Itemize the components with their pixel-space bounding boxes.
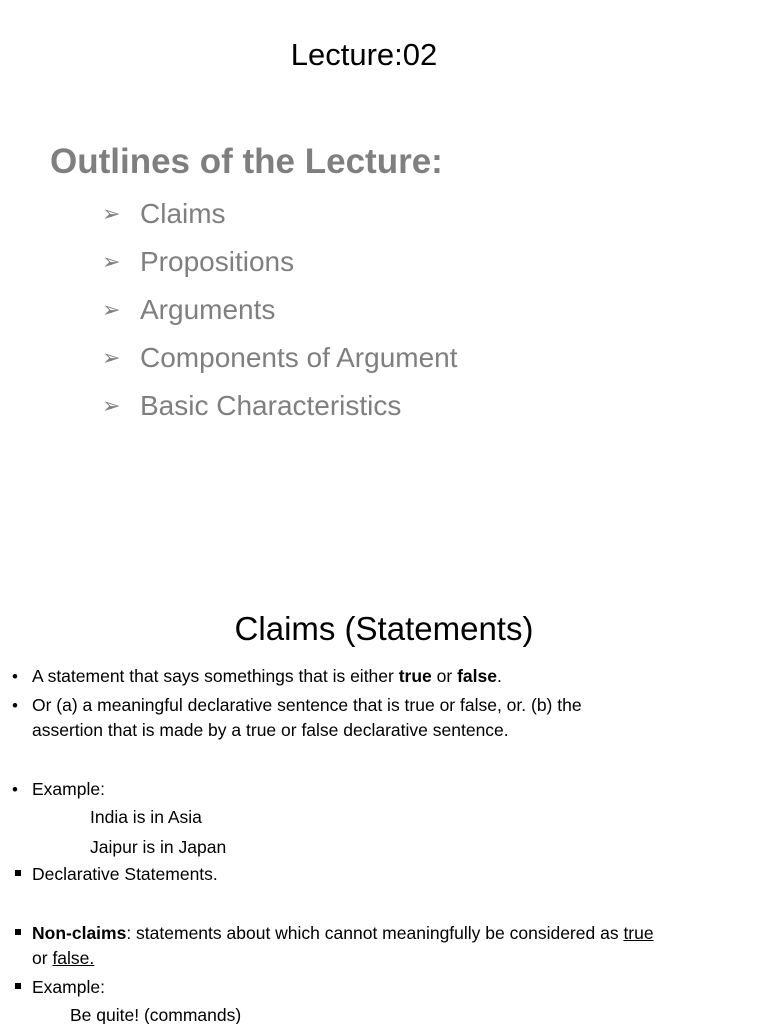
outline-slide	[0, 0, 768, 500]
non-claims-term: Non-claims	[32, 923, 127, 943]
bullet-dot-icon: •	[12, 780, 18, 799]
bullet-text: Example:	[32, 977, 105, 997]
bullet-dot-icon: •	[12, 667, 18, 686]
bullet-example-2	[12, 975, 732, 1000]
bullet-alternate-definition	[12, 693, 732, 743]
claims-body	[12, 664, 732, 1024]
outline-list	[102, 190, 458, 430]
true-underlined: true	[623, 923, 654, 943]
outline-item	[102, 238, 458, 286]
outline-item-label: Propositions	[140, 246, 295, 277]
claims-slide	[0, 590, 768, 1024]
square-bullet-icon	[12, 862, 32, 887]
bullet-text: Declarative Statements.	[32, 864, 218, 884]
lecture-title: Lecture:02	[290, 37, 438, 72]
arrow-bullet-icon: ➢	[102, 393, 121, 418]
false-underlined: false.	[52, 948, 95, 968]
outline-item-label: Claims	[140, 198, 226, 229]
example-line: Be quite! (commands)	[70, 1005, 242, 1024]
square-bullet-icon	[12, 975, 32, 1000]
outline-item-label: Components of Argument	[140, 342, 458, 373]
square-bullet-icon	[12, 921, 32, 946]
arrow-bullet-icon: ➢	[102, 345, 121, 370]
bullet-definition	[12, 664, 732, 689]
bullet-text: A statement that says somethings that is either true or false.	[32, 666, 502, 686]
bullet-text: Non-claims: statements about which cannot meaningfully be considered as true or false.	[32, 923, 654, 968]
arrow-bullet-icon: ➢	[102, 297, 121, 322]
claims-title: Claims (Statements)	[234, 610, 534, 647]
example-line: India is in Asia	[90, 807, 202, 827]
outline-heading: Outlines of the Lecture:	[50, 142, 443, 181]
arrow-bullet-icon: ➢	[102, 201, 121, 226]
false-keyword: false	[457, 666, 497, 686]
arrow-bullet-icon: ➢	[102, 249, 121, 274]
bullet-example	[12, 777, 732, 802]
outline-item-label: Basic Characteristics	[140, 390, 402, 421]
bullet-non-claims	[12, 921, 732, 971]
bullet-dot-icon: •	[12, 696, 18, 715]
outline-item	[102, 382, 458, 430]
bullet-declarative	[12, 862, 732, 887]
example-line: Jaipur is in Japan	[90, 837, 227, 857]
bullet-text: Or (a) a meaningful declarative sentence that is true or false, or. (b) the assertion that is made by a true or false declarative sentence.	[32, 695, 582, 740]
outline-item	[102, 190, 458, 238]
outline-item-label: Arguments	[140, 294, 276, 325]
bullet-text: Example:	[32, 779, 105, 799]
true-keyword: true	[398, 666, 432, 686]
outline-item	[102, 334, 458, 382]
outline-item	[102, 286, 458, 334]
